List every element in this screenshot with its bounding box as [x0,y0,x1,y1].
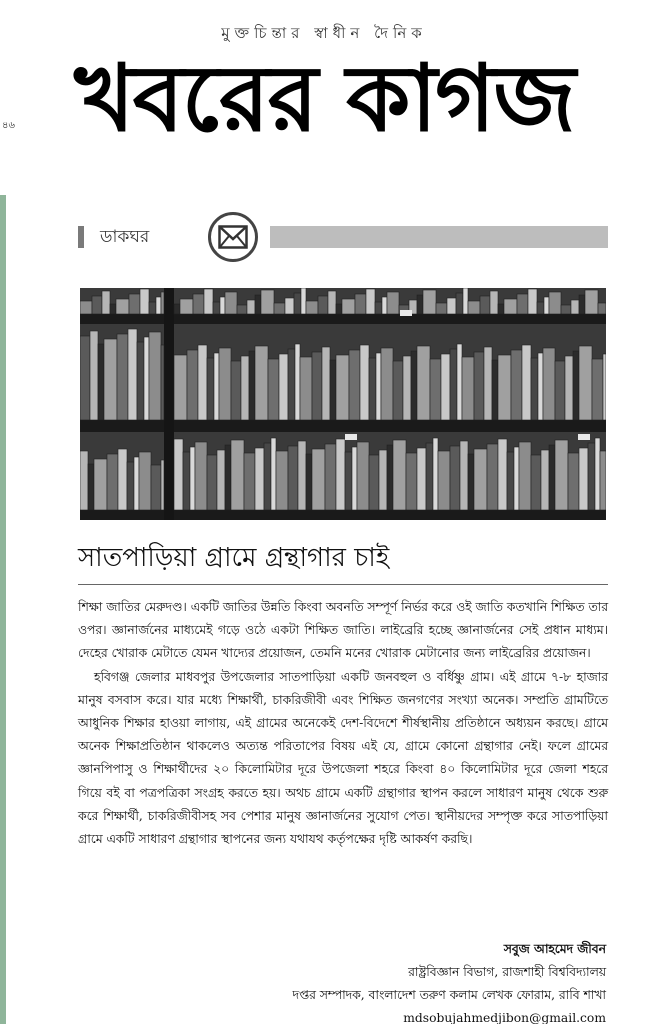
book-spine [555,440,568,510]
book-spine [462,357,474,420]
book-spine [217,450,225,510]
book-spine [325,444,336,510]
book-spine [80,336,90,420]
book-spine [288,446,298,510]
book-spine [517,294,528,314]
envelope-icon [208,212,258,262]
book-spine [88,464,94,510]
book-spine [306,301,318,314]
book-spine [474,449,487,510]
article-headline: সাতপাড়িয়া গ্রামে গ্রন্থাগার চাই [78,543,390,573]
book-spine [161,292,164,314]
book-spine [579,295,585,314]
book-spine [225,292,237,314]
section-header [78,220,608,254]
book-spine [190,447,195,510]
book-spine [247,300,255,314]
book-spine [128,329,137,420]
book-spine [450,446,460,510]
book-spine [80,451,88,510]
book-spine [213,302,220,314]
book-spine [110,304,116,314]
book-spine [355,294,366,314]
book-spine [94,459,107,510]
book-spine [504,299,517,314]
article-paragraph: শিক্ষা জাতির মেরুদণ্ড। একটি জাতির উন্নতি কিংবা অবনতি সম্পূর্ণ নির্ভর করে ওই জাতি কতখানি শিক্ষিত তার ওপর। জ্ঞানার্জনের মাধ্যমেই গড়ে ওঠে একটা শিক্ষিত জাতি। লাইব্রেরি হচ্ছে জ্ঞানার্জনের সেই প্রধান মাধ্যম। দেহের খোরাক মেটাতে যেমন খাদ্যের প্রয়োজন, তেমনি মনের খোরাক মেটানোর জন্য লাইব্রেরির প্রয়োজন। [78,600,608,661]
book-spine [447,298,456,314]
masthead-title: খবরের কাগজ [74,45,574,152]
book-spine [204,289,213,314]
book-spine [231,361,241,420]
book-spine [588,443,595,510]
book-spine [271,438,276,510]
book-spine [139,452,151,510]
book-spine [423,290,436,314]
book-spine [417,346,430,420]
book-spine [207,455,217,510]
book-spine [149,332,161,420]
book-spine [352,447,357,510]
book-spine [118,449,127,510]
book-spine [403,356,411,420]
book-spine [498,439,507,510]
book-spine [149,302,156,314]
book-spine [174,355,187,420]
book-spine [249,351,255,420]
book-spine [369,455,379,510]
book-spine [585,290,598,314]
book-spine [144,337,149,420]
book-spine [92,296,102,314]
book-spine [487,444,498,510]
book-spine [137,342,144,420]
section-grey-band [270,226,608,248]
book-spine [579,448,588,510]
book-spine [156,297,161,314]
book-spine [549,292,561,314]
author-email: mdsobujahmedjibon@gmail.com [403,1011,606,1024]
book-spine [543,348,555,420]
book-spine [474,352,484,420]
book-spine [255,448,264,510]
book-spine [140,289,149,314]
book-spine [161,345,164,420]
book-spine [285,298,294,314]
book-spine [417,448,426,510]
book-spine [360,345,369,420]
bookshelf-photo [80,288,606,520]
book-spine [117,334,128,420]
book-spine [116,299,129,314]
book-spine [107,454,118,510]
book-spine [568,453,579,510]
book-spine [480,296,490,314]
book-spine [561,305,571,314]
book-spine [357,442,369,510]
book-spine [220,297,225,314]
book-spine [522,345,531,420]
book-spine [531,455,541,510]
book-spine [555,361,565,420]
section-left-rule [78,226,84,248]
book-spine [183,452,190,510]
book-spine [468,454,474,510]
book-spine [595,438,600,510]
book-spine [231,440,244,510]
book-spine [301,288,306,314]
book-spine [537,302,544,314]
book-spine [579,346,592,420]
book-spine [298,441,306,510]
book-spine [237,305,247,314]
book-spine [244,453,255,510]
book-spine [387,445,393,510]
book-spine [381,348,393,420]
book-spine [541,450,549,510]
book-spine [571,300,579,314]
book-spine [80,301,92,314]
book-spine [312,352,322,420]
book-spine [490,291,498,314]
book-spine [457,344,462,420]
book-spine [492,360,498,420]
book-spine [134,457,139,510]
book-spine [322,347,330,420]
book-spine [498,304,504,314]
book-spine [268,359,279,420]
book-spine [430,359,441,420]
author-role: দপ্তর সম্পাদক, বাংলাদেশ তরুণ কলাম লেখক ফোরাম, রাবি শাখা [292,988,606,1002]
book-spine [328,291,336,314]
book-spine [207,358,214,420]
book-spine [498,355,511,420]
book-spine [393,440,406,510]
author-name: সবুজ আহমেদ জীবন [503,942,606,956]
book-spine [600,451,606,510]
book-spine [345,452,352,510]
book-spine [603,354,606,420]
book-spine [102,291,110,314]
book-spine [411,351,417,420]
bookshelf-illustration [80,288,606,520]
page-number: ৪৬ [2,120,15,131]
book-spine [195,442,207,510]
book-spine [441,354,450,420]
author-department: রাষ্ট্রবিজ্ঞান বিভাগ, রাজশাহী বিশ্ববিদ্যালয় [408,965,606,979]
book-spine [406,453,417,510]
book-spine [366,289,375,314]
book-spine [214,353,219,420]
book-spine [264,443,271,510]
book-spine [393,361,403,420]
book-spine [507,452,514,510]
book-spine [98,344,104,420]
book-spine [312,449,325,510]
book-spine [511,350,522,420]
book-spine [274,303,285,314]
book-spine [379,450,387,510]
book-spine [450,349,457,420]
article-paragraph: হবিগঞ্জ জেলার মাধবপুর উপজেলার সাতপাড়িয়া একটি জনবহুল ও বর্ধিষ্ণু গ্রাম। এই গ্রামে ৭-৮ হাজার মানুষ বসবাস করে। যার মধ্যে শিক্ষার্থী, চাকরিজীবী এবং শিক্ষিত জনগণের সংখ্যা অনেক। সম্প্রতি গ্রামটিতে আধুনিক শিক্ষার হাওয়া লাগায়, এই গ্রামের অনেকেই দেশ-বিদেশে শীর্ষস্থানীয় প্রতিষ্ঠানে অধ্যয়ন করছে। গ্রামে অনেক শিক্ষাপ্রতিষ্ঠান থাকলেও অত্যন্ত পরিতাপের বিষয় এই যে, গ্রামে কোনো গ্রন্থাগার নেই। ফলে গ্রামের জ্ঞানপিপাসু ও শিক্ষার্থীদের ২০ কিলোমিটার দূরে উপজেলা শহরে কিংবা ৪০ কিলোমিটার দূরে জেলা শহরে গিয়ে বই বা পত্রপত্রিকা সংগ্রহ করতে হয়। অথচ গ্রামে একটি গ্রন্থাগার স্থাপন করলে সাধারণ মানুষ থেকে শুরু করে শিক্ষার্থী, চাকরিজীবীসহ সব পেশার মানুষ জ্ঞানার্জনের সুযোগ পেত। স্থানীয়দের সম্পৃক্ত করে সাতপাড়িয়া গ্রামে একটি সাধারণ গ্রন্থাগার স্থাপনের জন্য যথাযথ কর্তৃপক্ষের দৃষ্টি আকর্ষণ করছি। [78,669,608,847]
book-spine [174,439,183,510]
book-spine [129,294,140,314]
book-spine [460,441,468,510]
book-spine [468,301,480,314]
section-label: ডাকঘর [100,227,150,247]
book-spine [456,293,463,314]
book-spine [573,351,579,420]
book-spine [342,299,355,314]
book-spine [349,350,360,420]
book-spine [463,288,468,314]
book-spine [565,356,573,420]
book-spine [151,465,161,510]
book-spine [438,451,450,510]
author-signature [293,938,607,1024]
page-edge-strip [0,195,6,1024]
book-spine [219,348,231,420]
book-spine [382,297,387,314]
book-spine [279,354,288,420]
book-spine [426,443,433,510]
book-spine [225,445,231,510]
book-spine [417,295,423,314]
book-spine [336,355,349,420]
masthead-tagline: মুক্তচিন্তার স্বাধীন দৈনিক [221,24,427,42]
book-spine [387,292,399,314]
book-spine [375,302,382,314]
book-spine [484,347,492,420]
book-spine [255,346,268,420]
book-spine [295,344,300,420]
book-spine [90,331,98,420]
book-spine [436,303,447,314]
book-spine [306,454,312,510]
article-body [78,596,608,851]
book-spine [598,303,606,314]
book-spine [538,353,543,420]
book-spine [161,460,164,510]
book-spine [241,356,249,420]
book-spine [300,357,312,420]
headline-rule [78,584,608,585]
book-spine [519,442,531,510]
book-spine [336,304,342,314]
book-spine [180,299,193,314]
book-spine [318,296,328,314]
book-spine [288,349,295,420]
book-spine [193,294,204,314]
book-spine [261,290,274,314]
book-spine [330,360,336,420]
book-spine [376,353,381,420]
book-spine [198,345,207,420]
book-spine [433,438,438,510]
book-spine [255,295,261,314]
book-spine [174,304,180,314]
book-spine [336,439,345,510]
book-spine [187,350,198,420]
book-spine [514,447,519,510]
book-spine [549,445,555,510]
book-spine [531,358,538,420]
book-spine [127,462,134,510]
book-spine [104,339,117,420]
book-spine [369,358,376,420]
book-spine [544,297,549,314]
book-spine [276,451,288,510]
book-spine [528,289,537,314]
book-spine [294,293,301,314]
book-spine [592,359,603,420]
